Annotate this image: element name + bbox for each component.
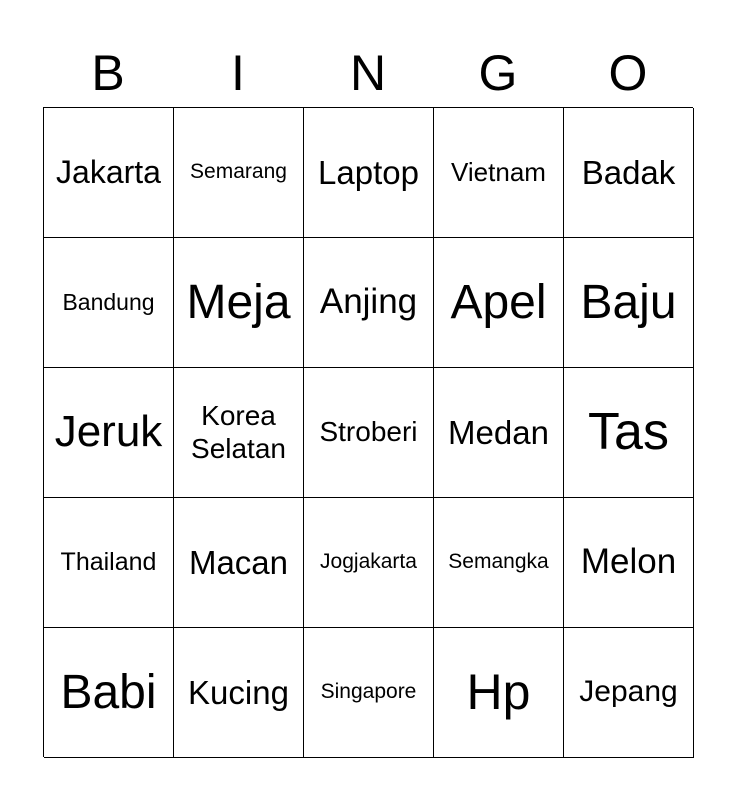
- bingo-cell[interactable]: [44, 498, 174, 628]
- cell-label: Semarang: [190, 160, 287, 184]
- header-letter-b: B: [91, 45, 125, 101]
- cell-label: Tas: [588, 402, 669, 461]
- bingo-cell[interactable]: [564, 108, 694, 238]
- cell-label: Jogjakarta: [320, 550, 417, 574]
- bingo-cell[interactable]: [174, 628, 304, 758]
- bingo-cell[interactable]: [304, 498, 434, 628]
- cell-label: Melon: [580, 542, 677, 582]
- cell-label: Macan: [188, 543, 289, 581]
- cell-label: Anjing: [319, 282, 418, 322]
- bingo-cell[interactable]: [304, 368, 434, 498]
- header-letter-o: O: [608, 45, 648, 101]
- cell-label: Jakarta: [56, 154, 161, 191]
- bingo-cell[interactable]: [304, 628, 434, 758]
- cell-label: Vietnam: [451, 156, 546, 187]
- bingo-cell[interactable]: [304, 238, 434, 368]
- cell-label: Babi: [60, 665, 157, 719]
- bingo-cell[interactable]: [564, 368, 694, 498]
- bingo-cell[interactable]: [434, 238, 564, 368]
- cell-label: Singapore: [320, 680, 417, 704]
- cell-label: Hp: [466, 663, 531, 720]
- cell-label: Jepang: [579, 675, 678, 709]
- cell-label: Kucing: [188, 673, 289, 711]
- bingo-cell[interactable]: [304, 108, 434, 238]
- cell-label: Thailand: [60, 548, 157, 577]
- bingo-header: [43, 40, 693, 106]
- bingo-cell[interactable]: [174, 238, 304, 368]
- bingo-cell[interactable]: [44, 108, 174, 238]
- cell-label: Laptop: [318, 153, 419, 191]
- cell-label: Jeruk: [54, 407, 163, 457]
- bingo-cell[interactable]: [434, 108, 564, 238]
- bingo-cell[interactable]: [174, 368, 304, 498]
- cell-label: Meja: [186, 275, 291, 329]
- bingo-cell[interactable]: [44, 368, 174, 498]
- cell-label: Baju: [580, 275, 677, 329]
- bingo-cell[interactable]: [564, 238, 694, 368]
- bingo-cell[interactable]: [44, 238, 174, 368]
- cell-label: Bandung: [62, 289, 155, 316]
- bingo-board: [43, 107, 693, 757]
- cell-label: Medan: [448, 413, 549, 451]
- bingo-cell[interactable]: [564, 498, 694, 628]
- cell-label: Korea Selatan: [191, 400, 286, 464]
- cell-label: Stroberi: [319, 416, 418, 448]
- header-letter-n: N: [349, 45, 387, 101]
- bingo-cell[interactable]: [434, 368, 564, 498]
- header-letter-g: G: [478, 45, 518, 101]
- cell-label: Badak: [581, 153, 676, 191]
- bingo-cell[interactable]: [174, 108, 304, 238]
- bingo-cell[interactable]: [44, 628, 174, 758]
- bingo-cell[interactable]: [564, 628, 694, 758]
- bingo-cell[interactable]: [174, 498, 304, 628]
- header-letter-i: I: [231, 45, 245, 101]
- bingo-cell[interactable]: [434, 498, 564, 628]
- cell-label: Semangka: [448, 550, 549, 574]
- cell-label: Apel: [450, 275, 547, 329]
- bingo-cell[interactable]: [434, 628, 564, 758]
